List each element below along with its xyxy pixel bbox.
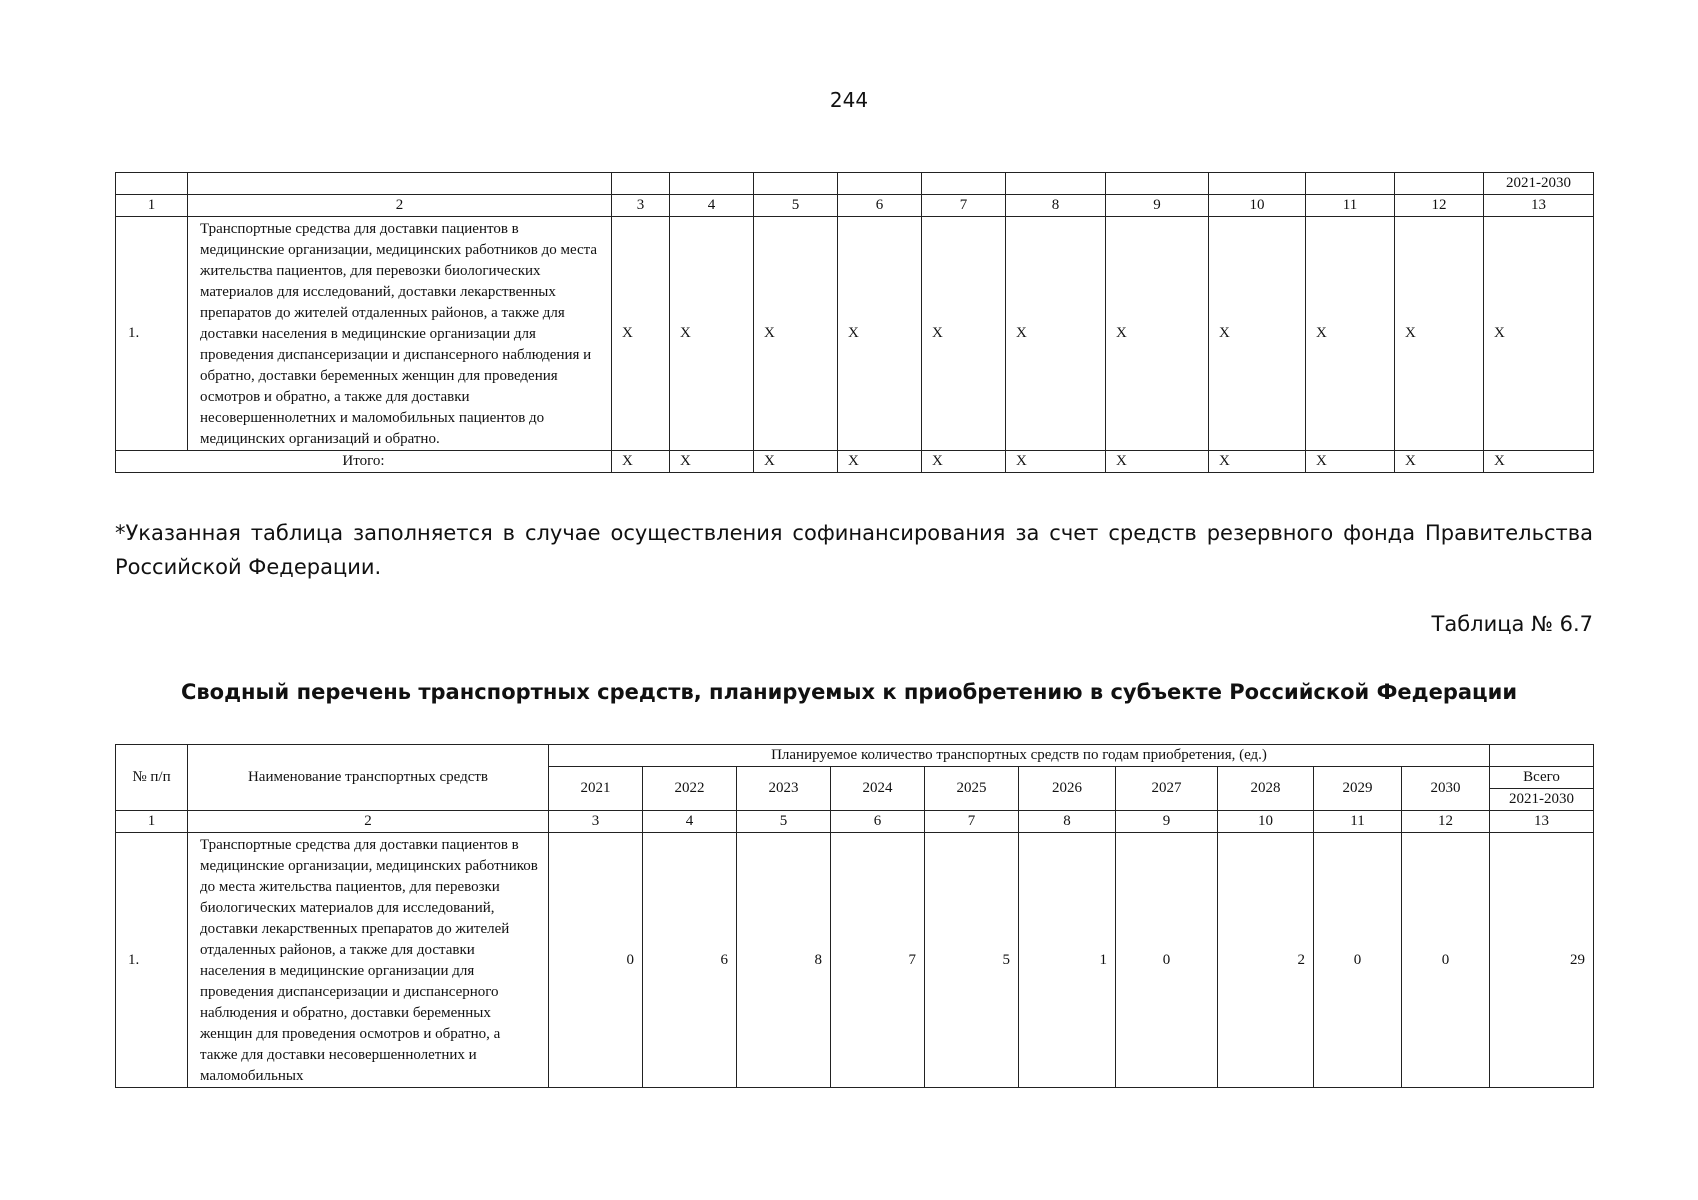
vehicles-summary-table: [115, 744, 1594, 1088]
cell-value: X: [612, 217, 670, 451]
column-numbers-row: [116, 811, 1594, 833]
total-header-label: Всего: [1490, 767, 1593, 789]
cell-value: X: [1209, 217, 1306, 451]
cell-value: X: [1395, 217, 1484, 451]
year-header: 2021: [549, 767, 643, 811]
group-header-row: [116, 745, 1594, 767]
column-number: 2: [188, 195, 612, 217]
column-number: 5: [754, 195, 838, 217]
column-number: 12: [1402, 811, 1490, 833]
total-value: X: [922, 451, 1006, 473]
table-row: [116, 217, 1594, 451]
column-header-name: Наименование транспортных средств: [188, 745, 549, 811]
total-header-range: 2021-2030: [1509, 791, 1575, 807]
column-number: 7: [925, 811, 1019, 833]
cell-value: X: [838, 217, 922, 451]
column-number: 8: [1019, 811, 1116, 833]
column-number: 1: [116, 195, 188, 217]
year-header: 2030: [1402, 767, 1490, 811]
column-number: 3: [549, 811, 643, 833]
year-value: 2: [1218, 833, 1314, 1088]
column-number: 13: [1490, 811, 1594, 833]
column-number: 4: [643, 811, 737, 833]
table-number: Таблица № 6.7: [1431, 612, 1593, 636]
column-number: 10: [1209, 195, 1306, 217]
cell-value: X: [922, 217, 1006, 451]
total-value: X: [1209, 451, 1306, 473]
column-number: 1: [116, 811, 188, 833]
year-header: 2025: [925, 767, 1019, 811]
column-number: 12: [1395, 195, 1484, 217]
table-title: Сводный перечень транспортных средств, планируемых к приобретению в субъекте Российской Федерации: [180, 680, 1518, 704]
total-label: Итого:: [116, 451, 612, 473]
column-number: 4: [670, 195, 754, 217]
column-number: 9: [1116, 811, 1218, 833]
cell-value: X: [1306, 217, 1395, 451]
year-value: 7: [831, 833, 925, 1088]
year-value: 0: [1314, 833, 1402, 1088]
cell-value: X: [1106, 217, 1209, 451]
year-value: 0: [1402, 833, 1490, 1088]
year-header: 2023: [737, 767, 831, 811]
total-value: X: [670, 451, 754, 473]
row-number: 1.: [116, 833, 188, 1088]
page-number: 244: [829, 88, 869, 112]
vehicle-description: Транспортные средства для доставки пациентов в медицинские организации, медицинских работников до места жительства пациентов, для перевозки биологических материалов для исследований, доставки лекарственных препаратов до жителей отдаленных районов, а также для доставки населения в медицинские организации для проведения диспансеризации и диспансерного наблюдения и обратно, доставки беременных женщин для проведения осмотров и обратно, а также для доставки несовершеннолетних и маломобильных пациентов до медицинских организаций и обратно.: [188, 217, 612, 451]
total-value: X: [1106, 451, 1209, 473]
column-number: 8: [1006, 195, 1106, 217]
year-value: 1: [1019, 833, 1116, 1088]
column-number: 3: [612, 195, 670, 217]
total-value: X: [1484, 451, 1594, 473]
year-value: 0: [1116, 833, 1218, 1088]
year-value: 6: [643, 833, 737, 1088]
column-number: 7: [922, 195, 1006, 217]
column-number: 11: [1306, 195, 1395, 217]
total-value: X: [1006, 451, 1106, 473]
column-number: 6: [831, 811, 925, 833]
total-value: X: [612, 451, 670, 473]
column-number: 2: [188, 811, 549, 833]
year-header: 2024: [831, 767, 925, 811]
table-continuation: [115, 172, 1594, 473]
total-value: X: [1306, 451, 1395, 473]
header-period: 2021-2030: [1484, 173, 1594, 195]
total-row: [116, 451, 1594, 473]
footnote: *Указанная таблица заполняется в случае осуществления софинансирования за счет средств резервного фонда Правительства Российской Федерации.: [115, 521, 1593, 579]
column-number: 9: [1106, 195, 1209, 217]
total-value: X: [838, 451, 922, 473]
row-number: 1.: [116, 217, 188, 451]
column-number: 11: [1314, 811, 1402, 833]
cell-value: X: [1484, 217, 1594, 451]
cell-value: X: [1006, 217, 1106, 451]
table-header-row: [116, 173, 1594, 195]
year-value: 0: [549, 833, 643, 1088]
year-header: 2029: [1314, 767, 1402, 811]
column-number: 5: [737, 811, 831, 833]
total-value: X: [1395, 451, 1484, 473]
table-row: [116, 833, 1594, 1088]
year-header: 2027: [1116, 767, 1218, 811]
column-header-number: № п/п: [116, 745, 188, 811]
year-header: 2026: [1019, 767, 1116, 811]
year-header: 2022: [643, 767, 737, 811]
cell-value: X: [754, 217, 838, 451]
year-value: 5: [925, 833, 1019, 1088]
total-header: [1490, 767, 1594, 811]
total-value: X: [754, 451, 838, 473]
column-numbers-row: [116, 195, 1594, 217]
vehicle-description: Транспортные средства для доставки пациентов в медицинские организации, медицинских работников до места жительства пациентов, для перевозки биологических материалов для исследований, доставки лекарственных препаратов до жителей отдаленных районов, а также для доставки населения в медицинские организации для проведения диспансеризации и диспансерного наблюдения и обратно, доставки беременных женщин для проведения осмотров и обратно, а также для доставки несовершеннолетних и маломобильных: [188, 833, 549, 1088]
column-number: 13: [1484, 195, 1594, 217]
year-header: 2028: [1218, 767, 1314, 811]
total-value: 29: [1490, 833, 1594, 1088]
year-value: 8: [737, 833, 831, 1088]
column-header-planned-quantity: Планируемое количество транспортных средств по годам приобретения, (ед.): [549, 745, 1490, 767]
column-number: 10: [1218, 811, 1314, 833]
column-number: 6: [838, 195, 922, 217]
cell-value: X: [670, 217, 754, 451]
